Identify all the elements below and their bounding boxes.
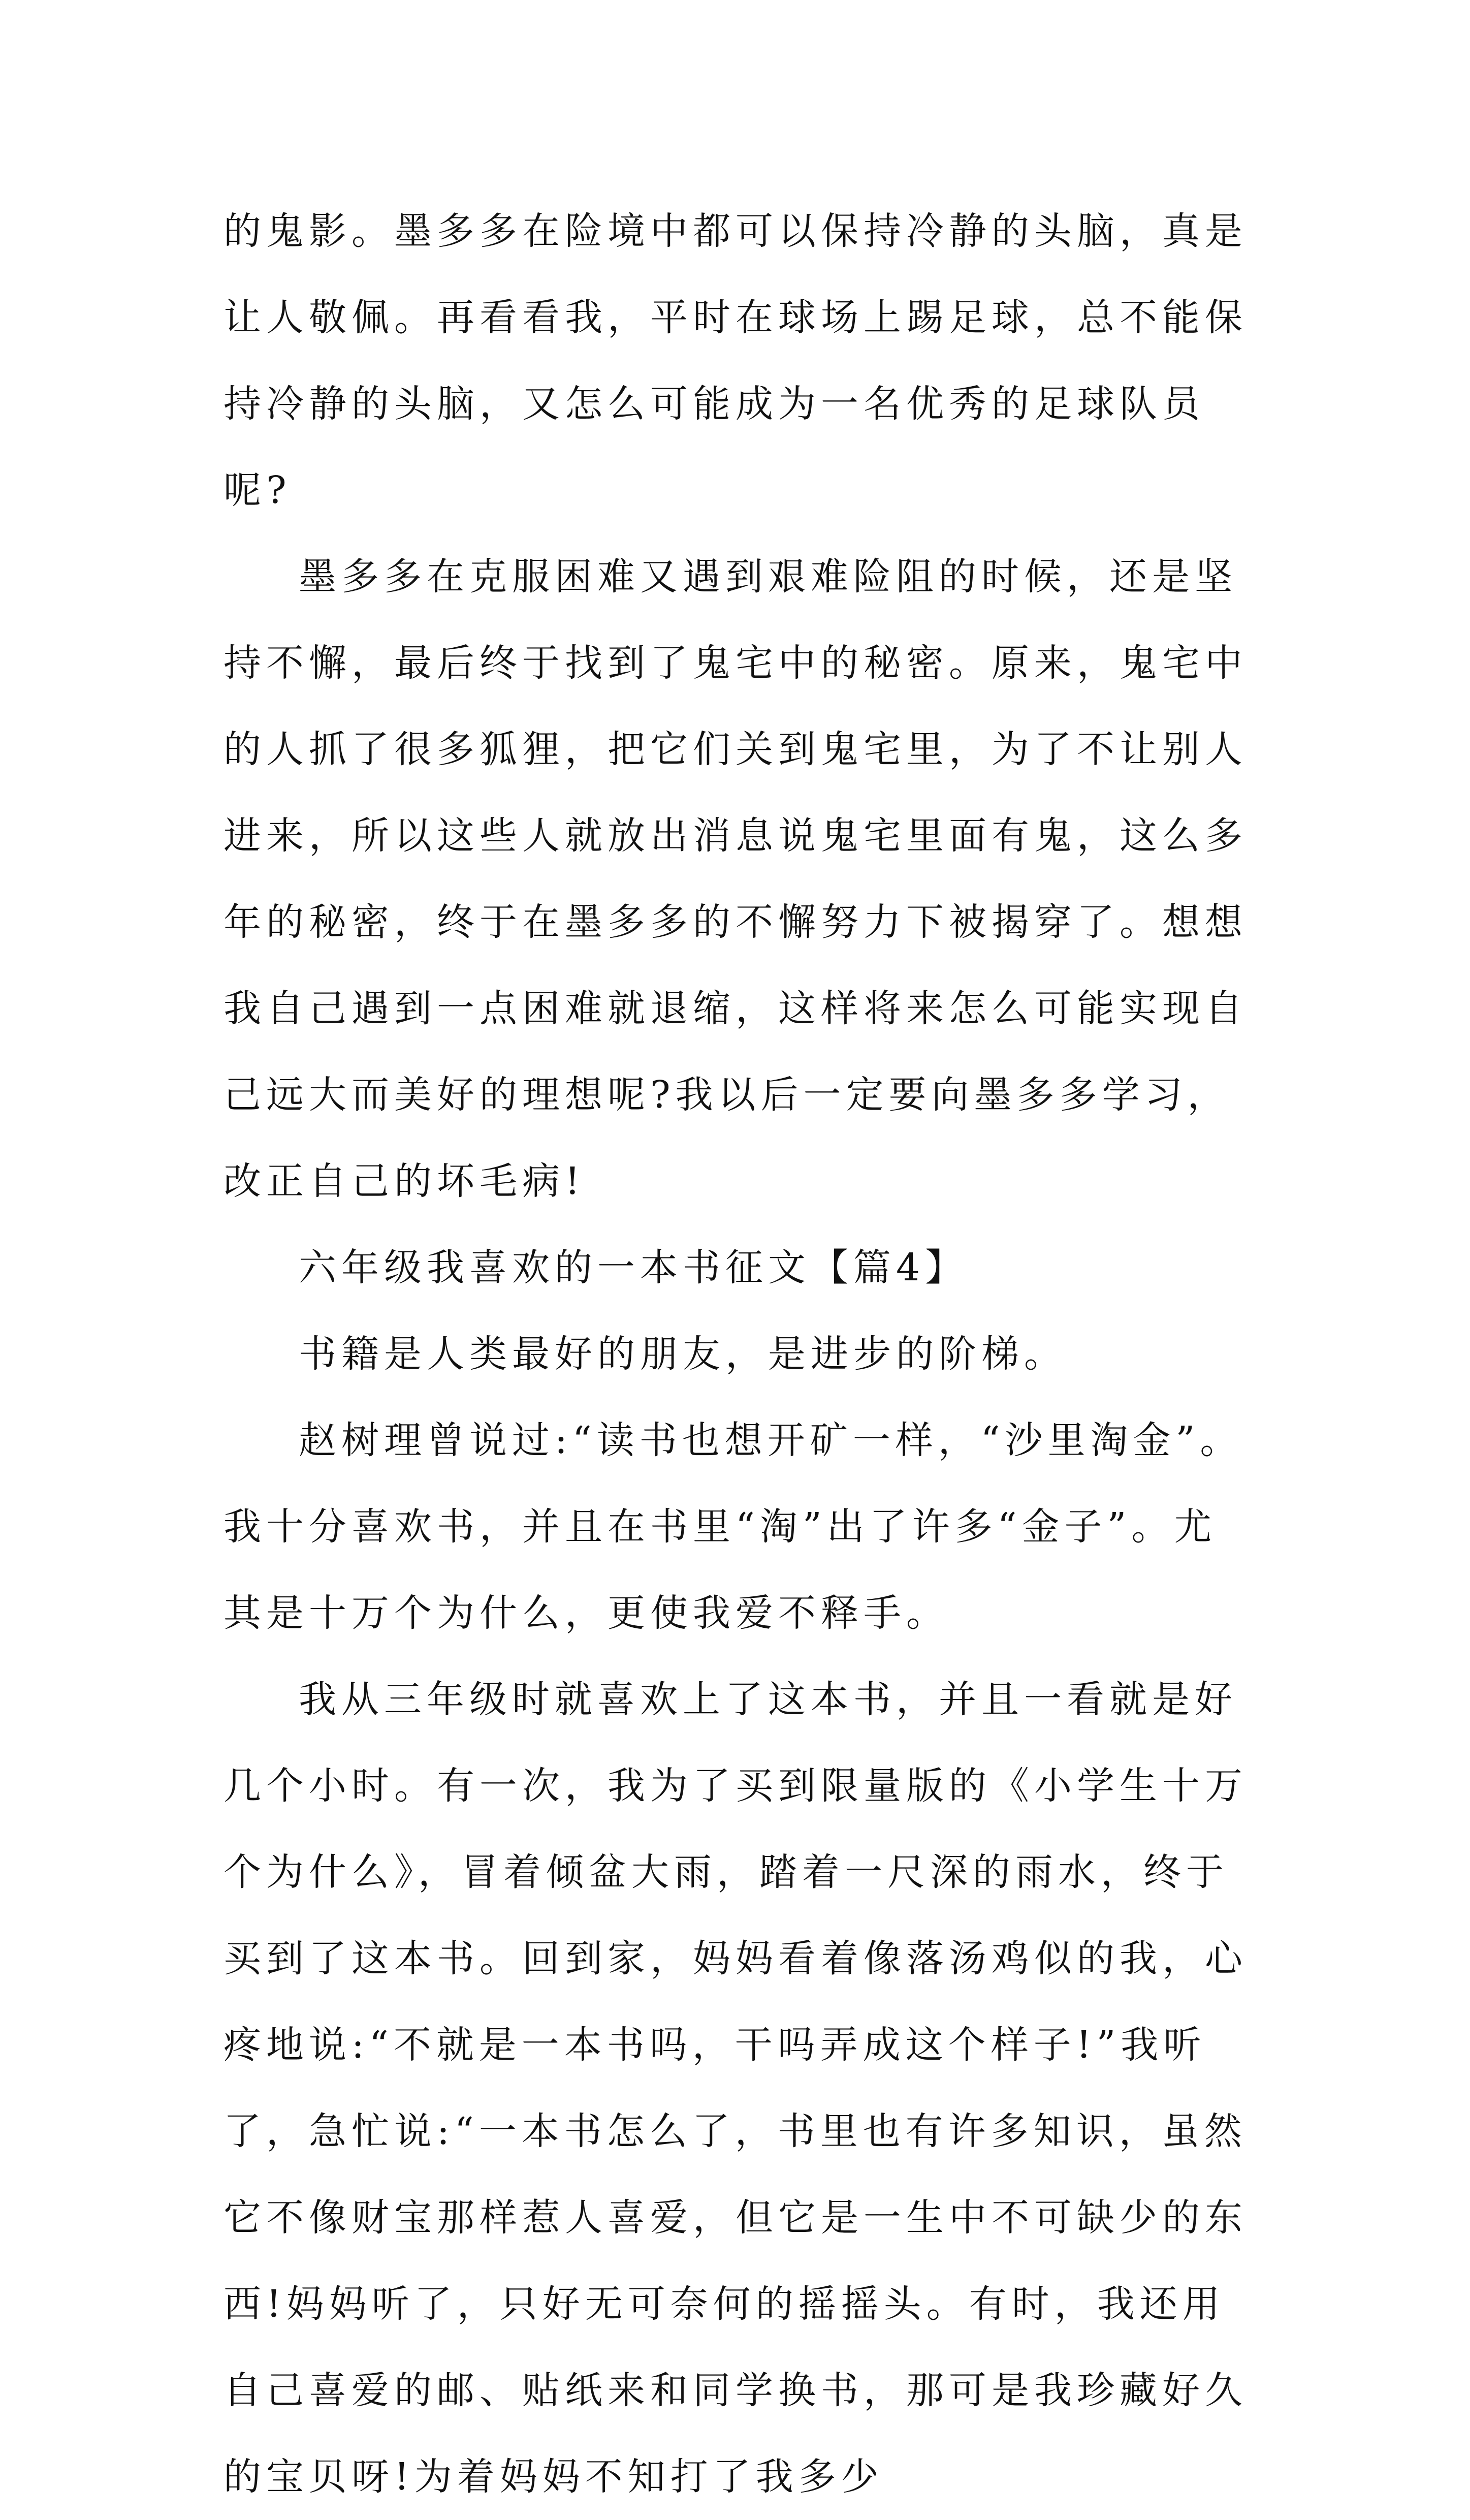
- document-body: [223, 188, 1255, 2520]
- paragraph-moduoduo-secret: 墨多多在克服困难又遇到艰难险阻的时候，还是坚持不懈，最后终于找到了鬼宅中的秘密。原来，鬼宅中的人抓了很多狐狸，把它们关到鬼宅里，为了不让别人进来，所以这些人就放出消息说鬼宅里面有鬼，这么多年的秘密，终于在墨多多的不懈努力下被揭穿了。想想我自己遇到一点困难就退缩，这样将来怎么可能实现自己远大而美好的理想呢?我以后一定要向墨多多学习，改正自己的坏毛病!: [223, 555, 1248, 1203]
- paragraph-continuation: 的鬼影。墨多多在险境中都可以保持冷静的头脑，真是让人敬佩。再看看我，平时在球场上踢足球，总不能保持冷静的头脑，又怎么可能成为一名优秀的足球队员呢?: [223, 209, 1248, 512]
- section-heading: 六年级我喜欢的一本书征文【篇4】: [299, 1246, 968, 1289]
- paragraph-zhao-shuli-quote: 赵树理曾说过:“读书也想开矿一样，“沙里淘金”。我十分喜欢书，并且在书里“淘”出了许多“金子”。尤其是十万个为什么，更使我爱不释手。: [223, 1419, 1243, 1635]
- paragraph-books-ladder: 书籍是人类最好的朋友，是进步的阶梯。: [299, 1332, 1067, 1376]
- paragraph-hundred-thousand-whys: 我从三年级时就喜欢上了这本书，并且一看就是好几个小时。有一次，我为了买到限量版的《小学生十万个为什么》，冒着倾盆大雨，踏着一尺深的雨水，终于买到了这本书。回到家，妈妈看着像落汤鸡似的我，心疼地说:“不就是一本书吗，干吗弄成这个样子!”我听了，急忙说:“一本书怎么了，书里也有许多知识，虽然它不像财宝那样惹人喜爱，但它是一生中不可缺少的东西!妈妈听了，只好无可奈何的摇摇头。有时，我还用自己喜爱的邮、贴纸来和同学换书，那可是我珍藏好久的宝贝呀!为着妈妈不知打了我多少: [223, 1678, 1248, 2499]
